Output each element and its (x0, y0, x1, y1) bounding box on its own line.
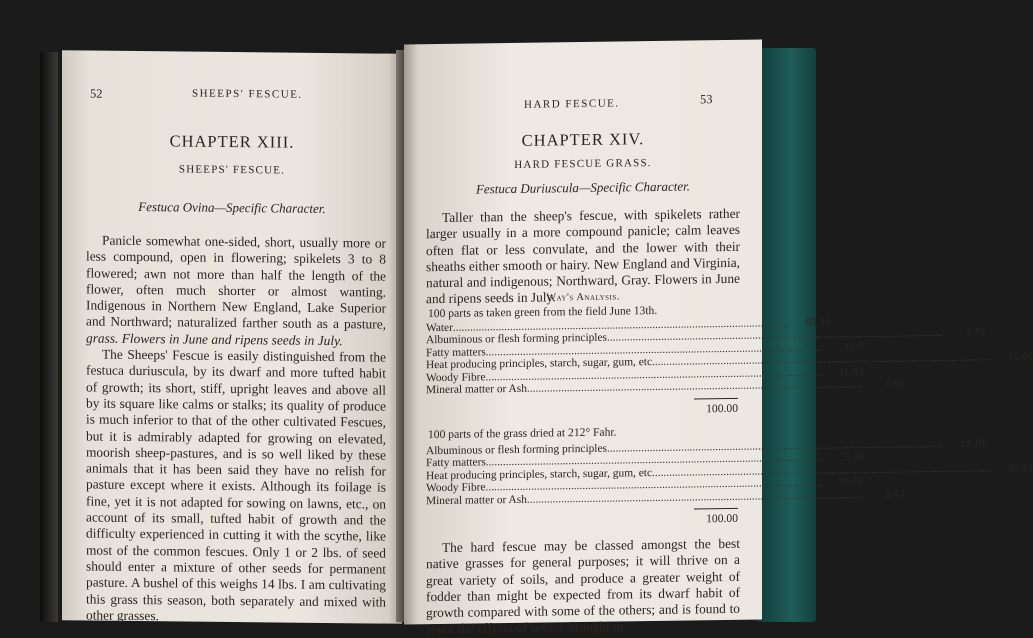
analysis-row-value: 12.46 (1007, 350, 1033, 364)
analysis-1-rule (694, 398, 738, 400)
analysis-row-value: 3.70 (965, 326, 985, 340)
right-paragraph-1: Taller than the sheep's fescue, with spikelets rather larger usually in a more compound panicle; calm leaves often flat or less convulate, and the lower with their sheaths either smooth or hairy. New England and Virginia, natural and indigenous; Northward, Gray. Flowers in June and ripens seeds in July. (426, 205, 740, 307)
open-book (28, 22, 1033, 637)
chapter-heading-right: CHAPTER XIV. (521, 129, 645, 150)
left-page (62, 50, 402, 624)
analysis-row-label: Fatty matters (426, 346, 486, 360)
analysis-row-value: 40.43 (1007, 461, 1033, 474)
right-paragraph-2: The hard fescue may be classed amongst the best native grasses for general purposes; it will thrive on a great variety of soils, and produce a greater weight of fodder than might be expected from its dwarf habit of growth compared with some of the others; and is found to resist the effects of severe drought in (426, 535, 740, 637)
analysis-title: Way's Analysis. (546, 291, 620, 304)
analysis-1-total: 100.00 (706, 401, 738, 416)
analysis-row-value: 1.66 (885, 377, 905, 390)
analysis-row-label: Heat producing principles, starch, sugar, gum, etc. (426, 356, 655, 372)
analysis-2-caption: 100 parts of the grass dried at 212° Fahr. (428, 425, 617, 442)
analysis-row-value: 3.34 (843, 451, 864, 464)
chapter-subtitle-right: HARD FESCUE GRASS. (514, 157, 652, 171)
specific-character-left: Festuca Ovina—Specific Character. (138, 199, 326, 216)
analysis-row-label: Woody Fibre (426, 370, 486, 384)
running-head-right: HARD FESCUE. (524, 97, 620, 111)
analysis-row-label: Woody Fibre (426, 481, 486, 495)
analysis-1-table (426, 316, 1033, 397)
page-number-right: 53 (700, 92, 713, 107)
analysis-row-label: Mineral matter or Ash (426, 382, 527, 397)
running-head-left: SHEEPS' FESCUE. (192, 87, 303, 101)
analysis-row-label: Fatty matters (426, 456, 486, 470)
analysis-row-value: 38.71 (837, 476, 864, 489)
left-paragraph-2: The Sheeps' Fescue is easily distinguished from the festuca duriuscula, by its dwarf and more tufted habit of growth; its short, stiff, upright leaves and above all by its square like calms or stalks; its quality of produce is much inferior to that of the other cultivated Fescues, but it is admirably adapted for growing on elevated, moorish sheep-pastures, and is so well liked by these animals that it has been said they have no relish for pasture except where it exists. Although its foilage is fine, yet it is not adapted for sowing on lawns, etc., on account of its small, tufted habit of growth and the difficulty experienced in cutting it with the scythe, like most of the common fescues. Only 1 or 2 lbs. of seed should enter a mixture of other seeds for permanent pasture. A bushel of this weighs 14 lbs. I am cultivating this grass this season, both separately and mixed with other grasses. (86, 346, 386, 624)
analysis-1-caption: 100 parts as taken green from the field June 13th. (428, 303, 658, 321)
chapter-heading-left: CHAPTER XIII. (169, 131, 295, 152)
analysis-2-rule (694, 508, 738, 510)
left-body-text (86, 232, 386, 626)
analysis-row-label: Heat producing principles, starch, sugar, gum, etc. (426, 466, 655, 483)
analysis-row-label: Albuminous or flesh forming principles (426, 332, 607, 347)
specific-character-right: Festuca Duriuscula—Specific Character. (475, 178, 691, 197)
analysis-2-total: 100.00 (706, 511, 738, 526)
left-paragraph-1: Panicle somewhat one-sided, short, usually more or less compound, open in flowering; spikelets 3 to 8 flowered; awn not more than half the length of the flower, often much shorter or almost wanting. Indigenous in Northern New England, Lake Superior and Northward; naturalized farther south as a pasture, grass. Flowers in June and ripens seeds in July. (86, 232, 386, 348)
analysis-row-value: 5.42 (885, 488, 905, 501)
right-page (404, 40, 1033, 637)
analysis-row-label: Albuminous or flesh forming principles (426, 442, 607, 458)
analysis-row-value: 1.02 (843, 340, 864, 354)
analysis-2-table (426, 437, 1033, 507)
analysis-row-value: 11.83 (838, 365, 864, 379)
book-cover-left (40, 52, 58, 622)
analysis-row-value: 69.33 (805, 316, 831, 329)
analysis-row-label: Mineral matter or Ash (426, 493, 527, 507)
analysis-row-label: Water (426, 321, 453, 335)
page-number-left: 52 (90, 86, 103, 101)
chapter-subtitle-left: SHEEPS' FESCUE. (178, 163, 286, 177)
analysis-row-value: 12.10 (959, 437, 985, 450)
